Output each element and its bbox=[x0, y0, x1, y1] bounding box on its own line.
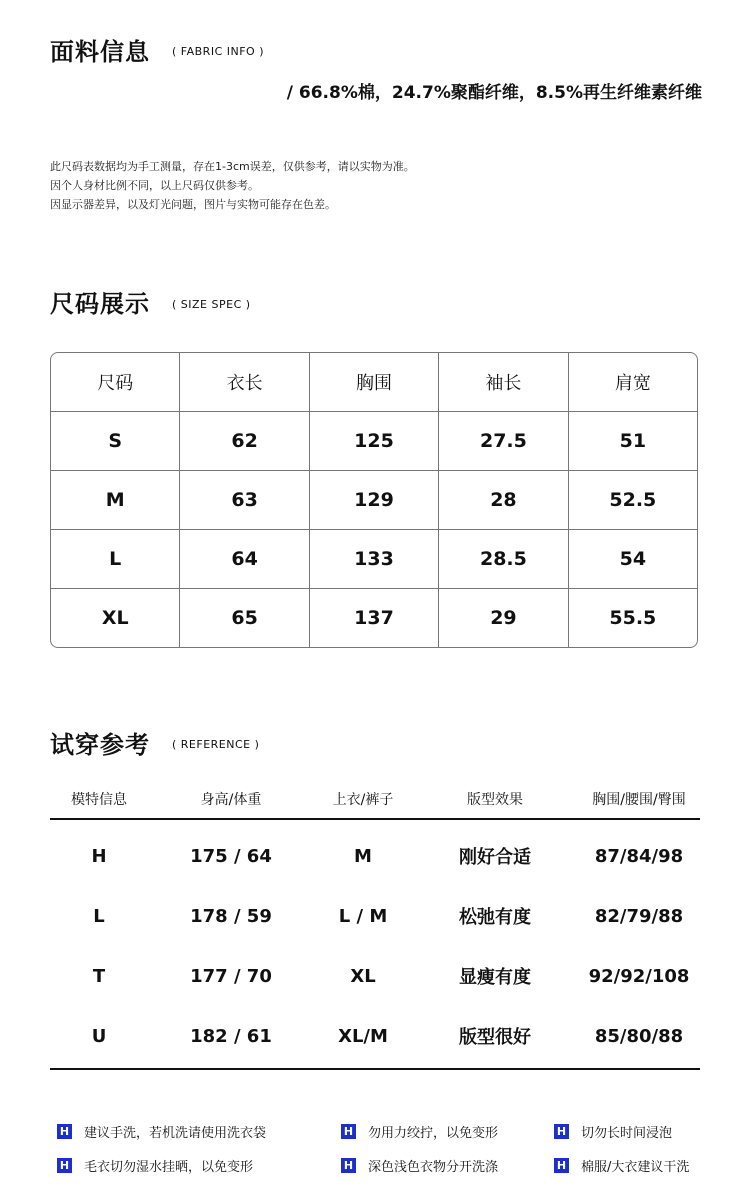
care-text: 勿用力绞拧，以免变形 bbox=[368, 1125, 499, 1141]
reference-table bbox=[50, 826, 700, 1066]
reference-cell: 182 / 61 bbox=[190, 1025, 272, 1047]
care-text: 深色浅色衣物分开洗涤 bbox=[368, 1159, 499, 1175]
reference-cell: 显瘦有度 bbox=[459, 967, 531, 988]
size-cell: 137 bbox=[310, 589, 439, 647]
reference-cell: 版型很好 bbox=[459, 1027, 531, 1048]
reference-header-cell: 版型效果 bbox=[467, 792, 523, 808]
size-cell: L bbox=[51, 530, 180, 588]
care-item bbox=[57, 1156, 341, 1175]
reference-cell: XL/M bbox=[338, 1025, 388, 1047]
table-row bbox=[50, 826, 700, 886]
table-row bbox=[51, 530, 697, 589]
size-cell: 51 bbox=[619, 430, 647, 452]
fabric-info-title: 面料信息 bbox=[50, 38, 150, 66]
care-item bbox=[554, 1122, 714, 1141]
reference-header-cell: 上衣/裤子 bbox=[332, 792, 394, 808]
size-spec-title: 尺码展示 bbox=[50, 290, 150, 318]
divider bbox=[50, 1068, 700, 1070]
fabric-info-subtitle: ( FABRIC INFO ) bbox=[172, 45, 264, 58]
size-cell: 29 bbox=[439, 589, 568, 647]
size-cell: 54 bbox=[619, 548, 647, 570]
reference-cell: 85/80/88 bbox=[594, 1025, 684, 1047]
size-cell: 65 bbox=[180, 589, 309, 647]
size-cell: 28 bbox=[439, 471, 568, 529]
size-cell: 52.5 bbox=[609, 489, 657, 511]
size-cell: 133 bbox=[310, 530, 439, 588]
reference-cell: XL bbox=[350, 965, 376, 987]
fabric-composition: / 66.8%棉，24.7%聚酯纤维，8.5%再生纤维素纤维 bbox=[286, 83, 702, 103]
divider bbox=[50, 818, 700, 820]
wash-symbol-icon: H bbox=[341, 1124, 356, 1139]
wash-symbol-icon: H bbox=[554, 1158, 569, 1173]
wash-symbol-icon: H bbox=[57, 1158, 72, 1173]
wash-symbol-icon: H bbox=[57, 1124, 72, 1139]
size-cell: XL bbox=[51, 589, 180, 647]
care-item bbox=[341, 1122, 554, 1141]
table-row bbox=[50, 1006, 700, 1066]
size-cell: 27.5 bbox=[439, 412, 568, 470]
care-item bbox=[554, 1156, 714, 1175]
care-row bbox=[57, 1148, 717, 1182]
wash-symbol-icon: H bbox=[554, 1124, 569, 1139]
reference-cell: 92/92/108 bbox=[588, 965, 690, 987]
reference-cell: 175 / 64 bbox=[190, 845, 272, 867]
table-row bbox=[51, 589, 697, 647]
reference-table-header bbox=[50, 789, 700, 809]
reference-cell: L / M bbox=[338, 905, 388, 927]
size-header-cell: 胸围 bbox=[310, 353, 439, 411]
care-item bbox=[341, 1156, 554, 1175]
care-item bbox=[57, 1122, 341, 1141]
care-text: 毛衣切勿湿水挂晒，以免变形 bbox=[84, 1159, 254, 1175]
reference-cell: U bbox=[91, 1025, 107, 1047]
size-spec-subtitle: ( SIZE SPEC ) bbox=[172, 298, 251, 311]
reference-cell: 松弛有度 bbox=[459, 907, 531, 928]
table-row bbox=[51, 471, 697, 530]
note-line: 此尺码表数据均为手工测量，存在1-3cm误差，仅供参考，请以实物为准。 bbox=[50, 160, 415, 173]
size-cell: 125 bbox=[310, 412, 439, 470]
care-row bbox=[57, 1114, 717, 1148]
size-header-cell: 肩宽 bbox=[614, 373, 651, 394]
size-header-cell: 衣长 bbox=[180, 353, 309, 411]
reference-header-cell: 胸围/腰围/臀围 bbox=[592, 792, 686, 808]
size-cell: 63 bbox=[180, 471, 309, 529]
care-instructions bbox=[57, 1114, 717, 1182]
size-table-header bbox=[51, 353, 697, 412]
size-table bbox=[50, 352, 698, 648]
reference-cell: M bbox=[354, 845, 372, 867]
reference-header-cell: 身高/体重 bbox=[200, 792, 262, 808]
reference-subtitle: ( REFERENCE ) bbox=[172, 738, 260, 751]
reference-cell: 178 / 59 bbox=[190, 905, 272, 927]
reference-header-cell: 模特信息 bbox=[71, 792, 127, 808]
reference-cell: 82/79/88 bbox=[594, 905, 684, 927]
size-header-cell: 尺码 bbox=[51, 353, 180, 411]
size-cell: M bbox=[51, 471, 180, 529]
measurement-notes bbox=[50, 157, 415, 214]
reference-cell: 177 / 70 bbox=[190, 965, 272, 987]
reference-title: 试穿参考 bbox=[50, 731, 150, 759]
size-cell: 62 bbox=[180, 412, 309, 470]
wash-symbol-icon: H bbox=[341, 1158, 356, 1173]
size-cell: S bbox=[51, 412, 180, 470]
note-line: 因个人身材比例不同，以上尺码仅供参考。 bbox=[50, 179, 259, 192]
care-text: 棉服/大衣建议干洗 bbox=[581, 1159, 690, 1175]
reference-cell: H bbox=[91, 845, 107, 867]
reference-cell: 87/84/98 bbox=[594, 845, 684, 867]
note-line: 因显示器差异，以及灯光问题，图片与实物可能存在色差。 bbox=[50, 198, 336, 211]
size-cell: 64 bbox=[180, 530, 309, 588]
size-cell: 129 bbox=[310, 471, 439, 529]
care-text: 建议手洗，若机洗请使用洗衣袋 bbox=[84, 1125, 267, 1141]
table-row bbox=[50, 886, 700, 946]
care-text: 切勿长时间浸泡 bbox=[581, 1125, 673, 1141]
table-row bbox=[50, 946, 700, 1006]
table-row bbox=[51, 412, 697, 471]
size-header-cell: 袖长 bbox=[439, 353, 568, 411]
size-cell: 55.5 bbox=[609, 607, 657, 629]
reference-cell: 刚好合适 bbox=[459, 847, 531, 868]
reference-cell: L bbox=[93, 905, 105, 927]
reference-cell: T bbox=[92, 965, 106, 987]
size-cell: 28.5 bbox=[439, 530, 568, 588]
